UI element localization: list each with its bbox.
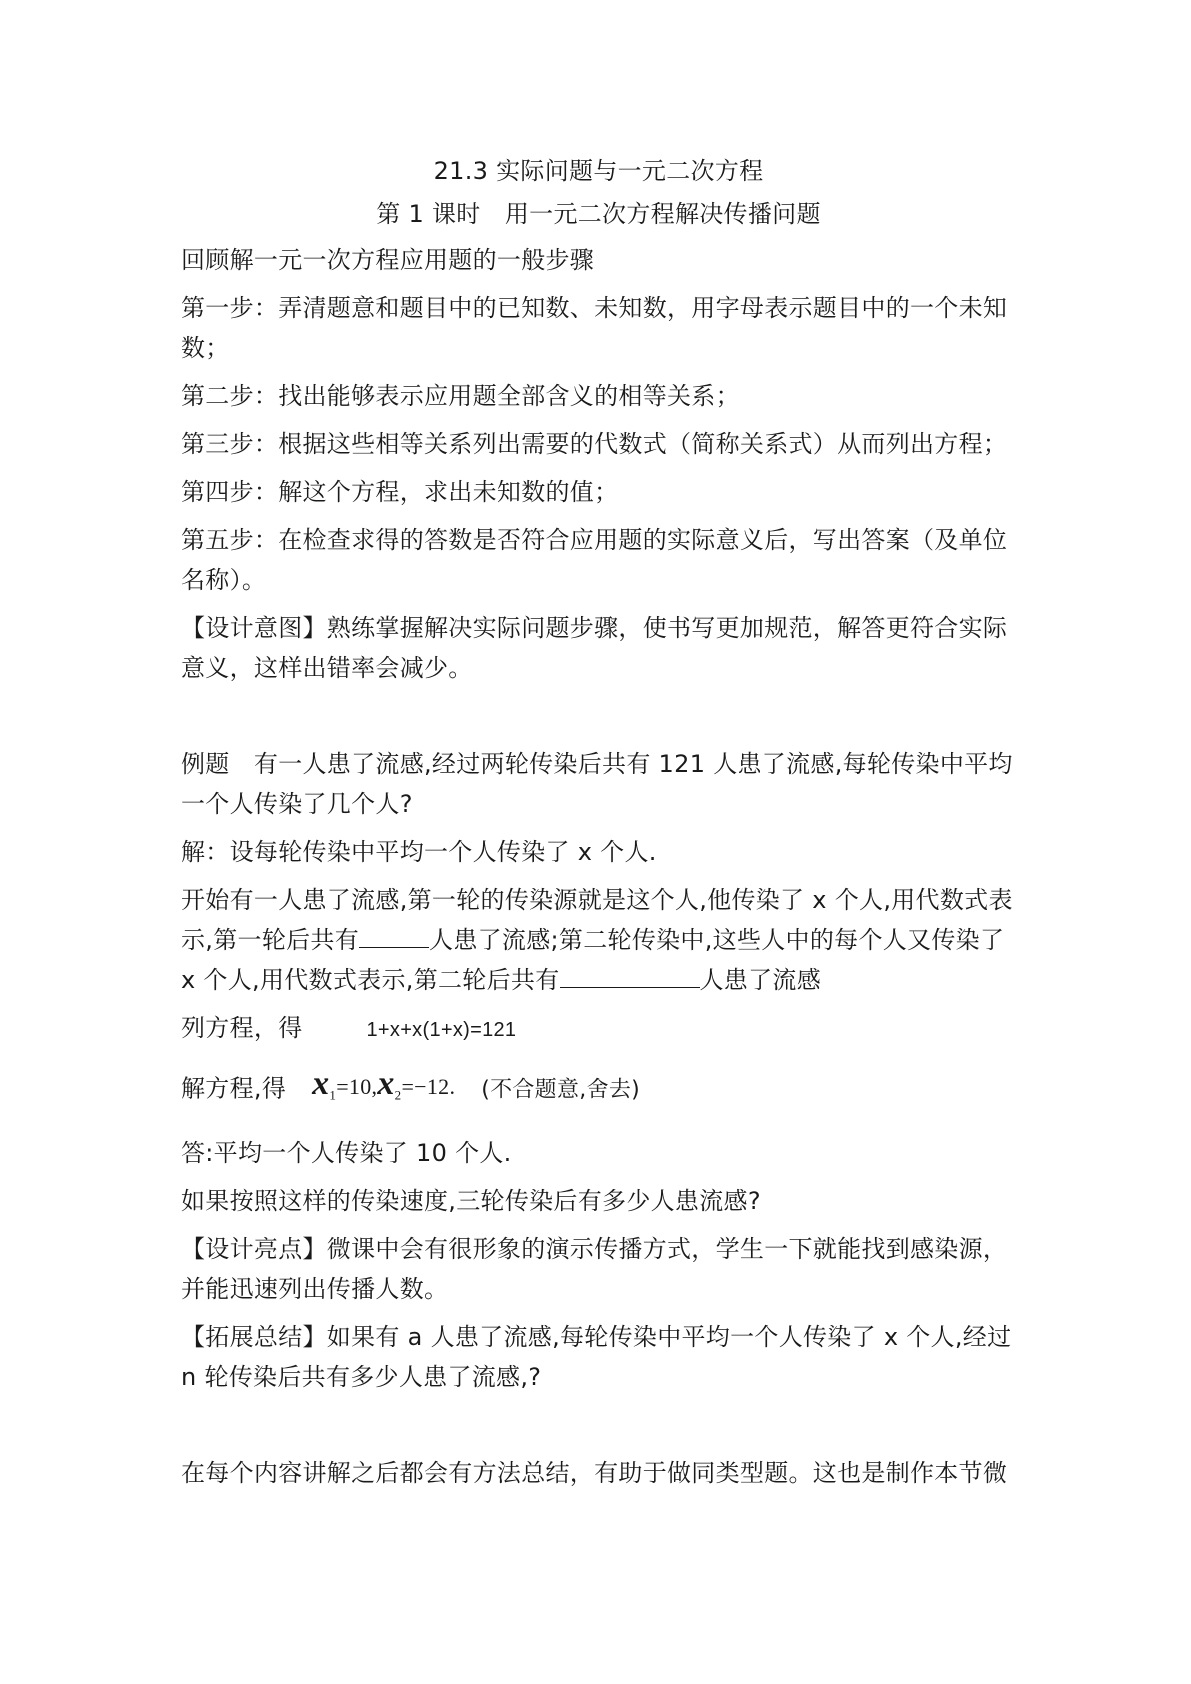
analysis-text-2: 人患了流感;第二轮传染中,这些人中的每个人又传染了 x 个人,用代数式表示,第二轮后共有 <box>181 926 1005 994</box>
step-3: 第三步：根据这些相等关系列出需要的代数式（简称关系式）从而列出方程； <box>181 430 1008 458</box>
solve-note: (不合题意,舍去) <box>481 1077 641 1103</box>
design-highlight: 【设计亮点】微课中会有很形象的演示传播方式，学生一下就能找到感染源，并能迅速列出传播人数。 <box>181 1235 1008 1304</box>
follow-up-question: 如果按照这样的传染速度,三轮传染后有多少人患流感? <box>181 1187 761 1216</box>
closing-paragraph: 在每个内容讲解之后都会有方法总结，有助于做同类型题。这也是制作本节微 <box>181 1459 1008 1488</box>
analysis-text-3: 人患了流感 <box>699 966 821 994</box>
step-5: 第五步：在检查求得的答数是否符合应用题的实际意义后，写出答案（及单位名称）。 <box>181 526 1008 594</box>
fill-blank-first-round <box>359 923 429 948</box>
equation-label: 列方程，得 <box>181 1014 303 1042</box>
step-4: 第四步：解这个方程，求出未知数的值； <box>181 478 619 506</box>
roots-formula <box>312 1064 455 1115</box>
fill-blank-second-round <box>560 963 700 988</box>
answer: 答:平均一个人传染了 10 个人. <box>181 1139 512 1168</box>
step-1: 第一步：弄清题意和题目中的已知数、未知数，用字母表示题目中的一个未知数； <box>181 294 1008 362</box>
section-gap-2 <box>181 1397 1016 1453</box>
review-heading: 回顾解一元一次方程应用题的一般步骤 <box>181 246 595 274</box>
root1-variable: x <box>312 1065 330 1102</box>
solve-line <box>181 1064 1016 1115</box>
equation: 1+x+x(1+x)=121 <box>366 1019 517 1041</box>
root1-subscript: 1 <box>329 1087 337 1103</box>
section-gap <box>181 688 1016 744</box>
solution-analysis <box>181 880 1016 1000</box>
extension-summary: 【拓展总结】如果有 a 人患了流感,每轮传染中平均一个人传染了 x 个人,经过 n 轮传染后共有多少人患了流感,? <box>181 1323 1012 1392</box>
root2-variable: x <box>377 1065 395 1102</box>
root2-subscript: 2 <box>394 1087 402 1103</box>
example-problem: 例题 有一人患了流感,经过两轮传染后共有 121 人患了流感,每轮传染中平均一个人传染了几个人? <box>181 750 1013 818</box>
lesson-subtitle: 第 1 课时 用一元二次方程解决传播问题 <box>376 200 821 228</box>
root2-value: =−12. <box>401 1074 456 1099</box>
document-title: 21.3 实际问题与一元二次方程 <box>433 157 764 185</box>
solution-setup: 解：设每轮传染中平均一个人传染了 x 个人. <box>181 838 657 866</box>
analysis-text-1: 开始有一人患了流感,第一轮的传染源就是这个人,他传染了 x 个人,用代数式表示,第一轮后共有 <box>181 886 1013 954</box>
step-2: 第二步：找出能够表示应用题全部含义的相等关系； <box>181 382 740 410</box>
solve-label: 解方程,得 <box>181 1074 287 1103</box>
design-intent: 【设计意图】熟练掌握解决实际问题步骤，使书写更加规范，解答更符合实际意义，这样出错率会减少。 <box>181 614 1008 682</box>
root1-value: =10, <box>336 1074 378 1099</box>
equation-line <box>181 1008 1016 1050</box>
document-body <box>181 150 1016 1493</box>
